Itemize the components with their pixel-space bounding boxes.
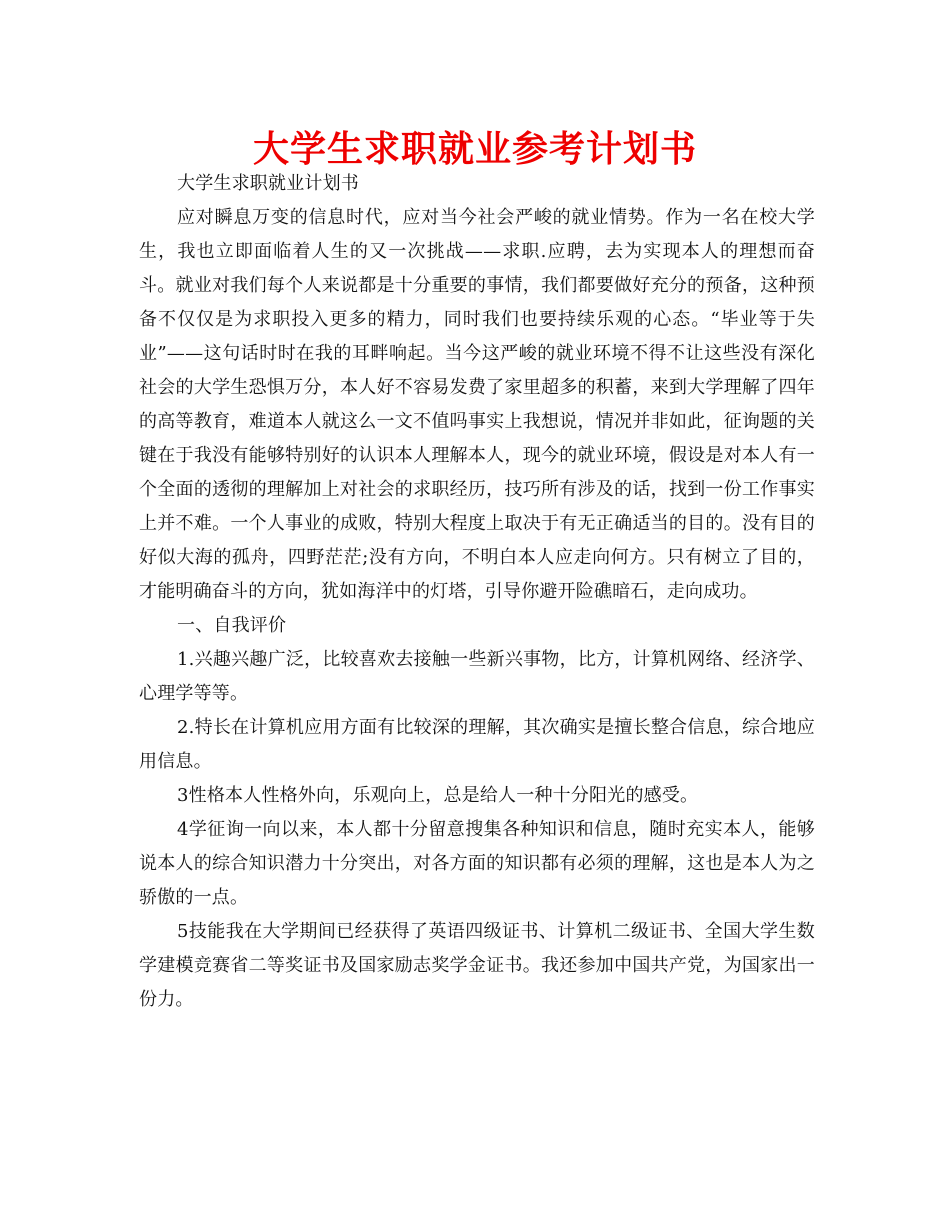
list-item-strengths: 2.特长在计算机应用方面有比较深的理解，其次确实是擅长整合信息，综合地应用信息。 (139, 717, 815, 772)
document-body (139, 167, 815, 1017)
list-item-personality: 3性格本人性格外向，乐观向上，总是给人一种十分阳光的感受。 (177, 785, 699, 806)
list-item-skills: 5技能我在大学期间已经获得了英语四级证书、计算机二级证书、全国大学生数学建模竞赛省二等奖证书及国家励志奖学金证书。我还参加中国共产党，为国家出一份力。 (139, 921, 815, 1010)
intro-paragraph: 应对瞬息万变的信息时代，应对当今社会严峻的就业情势。作为一名在校大学生，我也立即面临着人生的又一次挑战——求职.应聘，去为实现本人的理想而奋斗。就业对我们每个人来说都是十分重要的事情，我们都要做好充分的预备，这种预备不仅仅是为求职投入更多的精力，同时我们也要持续乐观的心态。“毕业等于失业”——这句话时时在我的耳畔响起。当今这严峻的就业环境不得不让这些没有深化社会的大学生恐惧万分，本人好不容易发费了家里超多的积蓄，来到大学理解了四年的高等教育，难道本人就这么一文不值吗事实上我想说，情况并非如此，征询题的关键在于我没有能够特别好的认识本人理解本人，现今的就业环境，假设是对本人有一个全面的透彻的理解加上对社会的求职经历，技巧所有涉及的话，找到一份工作事实上并不难。一个人事业的成败，特别大程度上取决于有无正确适当的目的。没有目的好似大海的孤舟，四野茫茫;没有方向，不明白本人应走向何方。只有树立了目的，才能明确奋斗的方向，犹如海洋中的灯塔，引导你避开险礁暗石，走向成功。 (139, 207, 815, 602)
subtitle-paragraph: 大学生求职就业计划书 (177, 173, 359, 194)
document-title: 大学生求职就业参考计划书 (252, 129, 697, 170)
list-item-learning: 4学征询一向以来，本人都十分留意搜集各种知识和信息，随时充实本人，能够说本人的综合知识潜力十分突出，对各方面的知识都有必须的理解，这也是本人为之骄傲的一点。 (139, 819, 815, 908)
section-heading-self-evaluation: 一、自我评价 (177, 615, 287, 636)
list-item-interests: 1.兴趣兴趣广泛，比较喜欢去接触一些新兴事物，比方，计算机网络、经济学、心理学等等。 (139, 649, 815, 704)
